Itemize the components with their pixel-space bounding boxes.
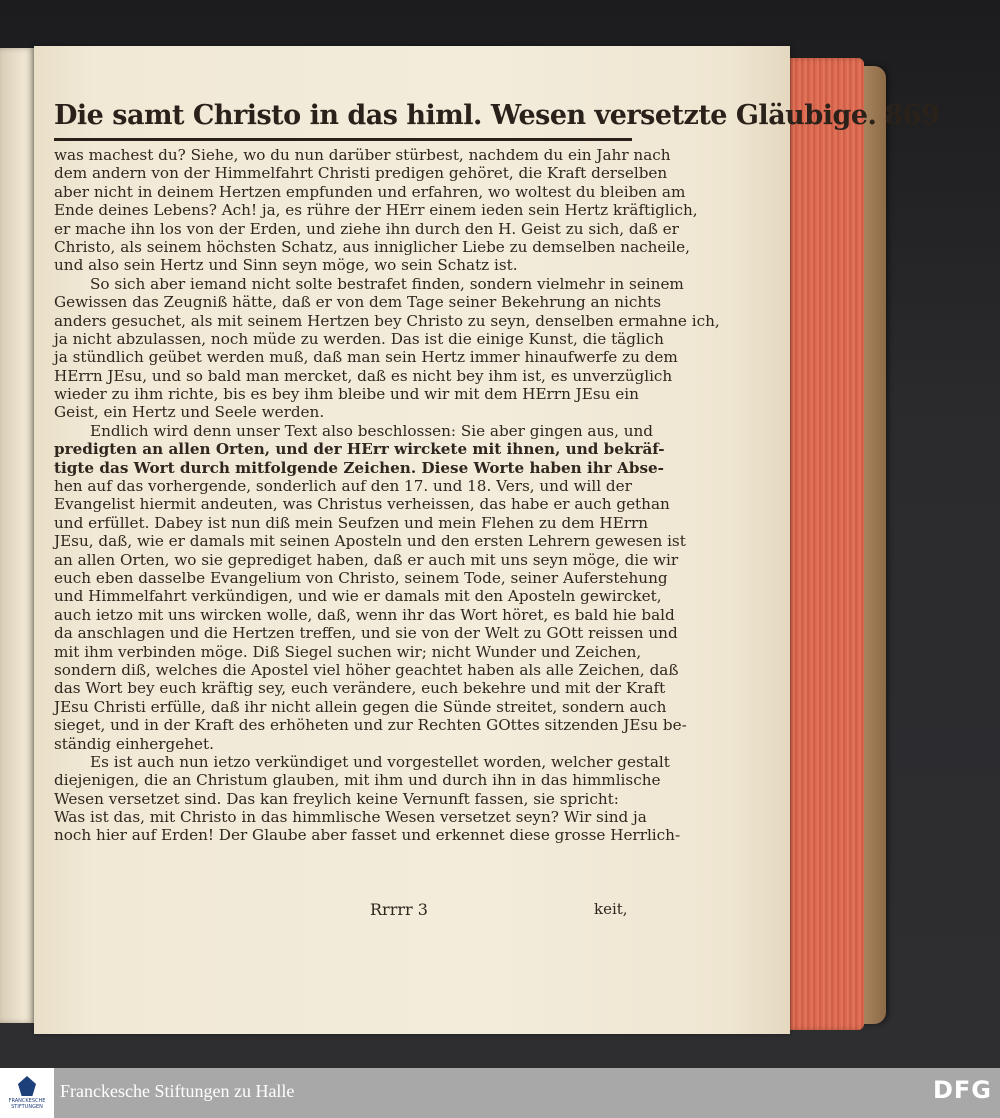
- text-line: Ende deines Lebens? Ach! ja, es rühre der HErr einem ieden sein Hertz kräftiglich,: [54, 201, 698, 220]
- text-line: anders gesuchet, als mit seinem Hertzen bey Christo zu seyn, denselben ermahne ich,: [54, 311, 720, 330]
- page-body: [54, 146, 720, 845]
- viewer-footer: [0, 1068, 1000, 1118]
- left-page-edge: [0, 48, 34, 1023]
- text-line: Christo, als seinem höchsten Schatz, aus inniglicher Liebe zu demselben nacheile,: [54, 237, 690, 256]
- logo-text-line-1: FRANCKESCHE: [8, 1098, 46, 1104]
- text-line: ständig einhergehet.: [54, 734, 214, 753]
- logo-text: [9, 1098, 46, 1110]
- text-line: und Himmelfahrt verkündigen, und wie er damals mit den Aposteln gewircket,: [54, 587, 662, 606]
- text-line: was machest du? Siehe, wo du nun darüber stürbest, nachdem du ein Jahr nach: [54, 146, 671, 164]
- logo-text-line-2: STIFTUNGEN: [11, 1104, 43, 1110]
- text-line: So sich aber iemand nicht solte bestrafet finden, sondern vielmehr in seinem: [90, 274, 684, 293]
- text-line: euch eben dasselbe Evangelium von Christo, seinem Tode, seiner Auferstehung: [54, 568, 668, 587]
- text-line: Endlich wird denn unser Text also beschlossen: Sie aber gingen aus, und: [90, 421, 654, 440]
- text-line: hen auf das vorhergende, sonderlich auf den 17. und 18. Vers, und will der: [54, 477, 632, 496]
- orphanage-logo-icon: [18, 1076, 36, 1096]
- text-line: und erfüllet. Dabey ist nun diß mein Seufzen und mein Flehen zu dem HErrn: [54, 513, 649, 532]
- text-line: auch ietzo mit uns wircken wolle, daß, wenn ihr das Wort höret, es bald hie bald: [54, 605, 675, 624]
- text-line: ja nicht abzulassen, noch müde zu werden. Das ist die einige Kunst, die täglich: [54, 329, 664, 348]
- text-line: noch hier auf Erden! Der Glaube aber fasset und erkennet diese grosse Herrlich-: [54, 826, 681, 845]
- institution-name[interactable]: Franckesche Stiftungen zu Halle: [60, 1081, 295, 1101]
- text-line: diejenigen, die an Christum glauben, mit ihm und durch ihn in das himmlische: [54, 771, 661, 790]
- text-line: Geist, ein Hertz und Seele werden.: [54, 403, 325, 422]
- text-line: da anschlagen und die Hertzen treffen, und sie von der Welt zu GOtt reissen und: [54, 624, 678, 643]
- text-line: ja stündlich geübet werden muß, daß man sein Hertz immer hinaufwerfe zu dem: [54, 348, 678, 367]
- text-line: an allen Orten, wo sie geprediget haben, daß er auch mit uns seyn möge, die wir: [54, 550, 679, 569]
- header-title: Die samt Christo in das himl. Wesen versetzte Gläubige.: [54, 100, 877, 131]
- running-header: [54, 100, 940, 131]
- text-line: dem andern von der Himmelfahrt Christi predigen gehöret, die Kraft derselben: [54, 164, 668, 183]
- text-line: er mache ihn los von der Erden, und ziehe ihn durch den H. Geist zu sich, daß er: [54, 219, 679, 238]
- text-line: Evangelist hiermit andeuten, was Christus verheissen, das habe er auch gethan: [54, 495, 670, 514]
- text-line: sieget, und in der Kraft des erhöheten und zur Rechten GOttes sitzenden JEsu be-: [54, 716, 687, 735]
- text-line: Was ist das, mit Christo in das himmlische Wesen versetzet seyn? Wir sind ja: [54, 808, 647, 827]
- text-line: HErrn JEsu, und so bald man mercket, daß es nicht bey ihm ist, es unverzüglich: [54, 366, 673, 385]
- page-number: 869: [884, 100, 940, 131]
- text-line: wieder zu ihm richte, bis es bey ihm bleibe und wir mit dem HErrn JEsu ein: [54, 385, 639, 404]
- catchword: keit,: [594, 900, 628, 918]
- text-line: aber nicht in deinem Hertzen empfunden und erfahren, wo woltest du bleiben am: [54, 182, 686, 201]
- text-line-emphasis: tigte das Wort durch mitfolgende Zeichen. Diese Worte haben ihr Abse-: [54, 458, 664, 477]
- red-page-edges: [786, 58, 864, 1030]
- institution-logo[interactable]: [0, 1068, 54, 1118]
- dfg-logo[interactable]: DFG: [932, 1076, 992, 1104]
- text-line: JEsu Christi erfülle, daß ihr nicht allein gegen die Sünde streitet, sondern auch: [54, 697, 667, 716]
- text-line-emphasis: predigten an allen Orten, und der HErr wirckete mit ihnen, und bekräf-: [54, 440, 665, 459]
- text-line: und also sein Hertz und Sinn seyn möge, wo sein Schatz ist.: [54, 256, 518, 275]
- header-rule: [54, 138, 632, 141]
- text-line: JEsu, daß, wie er damals mit seinen Aposteln und den ersten Lehrern gewesen ist: [54, 532, 686, 551]
- text-line: sondern diß, welches die Apostel viel höher geachtet haben als alle Zeichen, daß: [54, 660, 679, 679]
- text-line: Gewissen das Zeugniß hätte, daß er von dem Tage seiner Bekehrung an nichts: [54, 293, 662, 312]
- text-line: Wesen versetzet sind. Das kan freylich keine Vernunft fassen, sie spricht:: [54, 789, 619, 808]
- text-line: das Wort bey euch kräftig sey, euch verändere, euch bekehre und mit der Kraft: [54, 679, 666, 698]
- signature-mark: Rrrrr 3: [370, 900, 428, 919]
- text-line: Es ist auch nun ietzo verkündiget und vorgestellet worden, welcher gestalt: [90, 752, 670, 771]
- text-line: mit ihm verbinden möge. Diß Siegel suchen wir; nicht Wunder und Zeichen,: [54, 642, 642, 661]
